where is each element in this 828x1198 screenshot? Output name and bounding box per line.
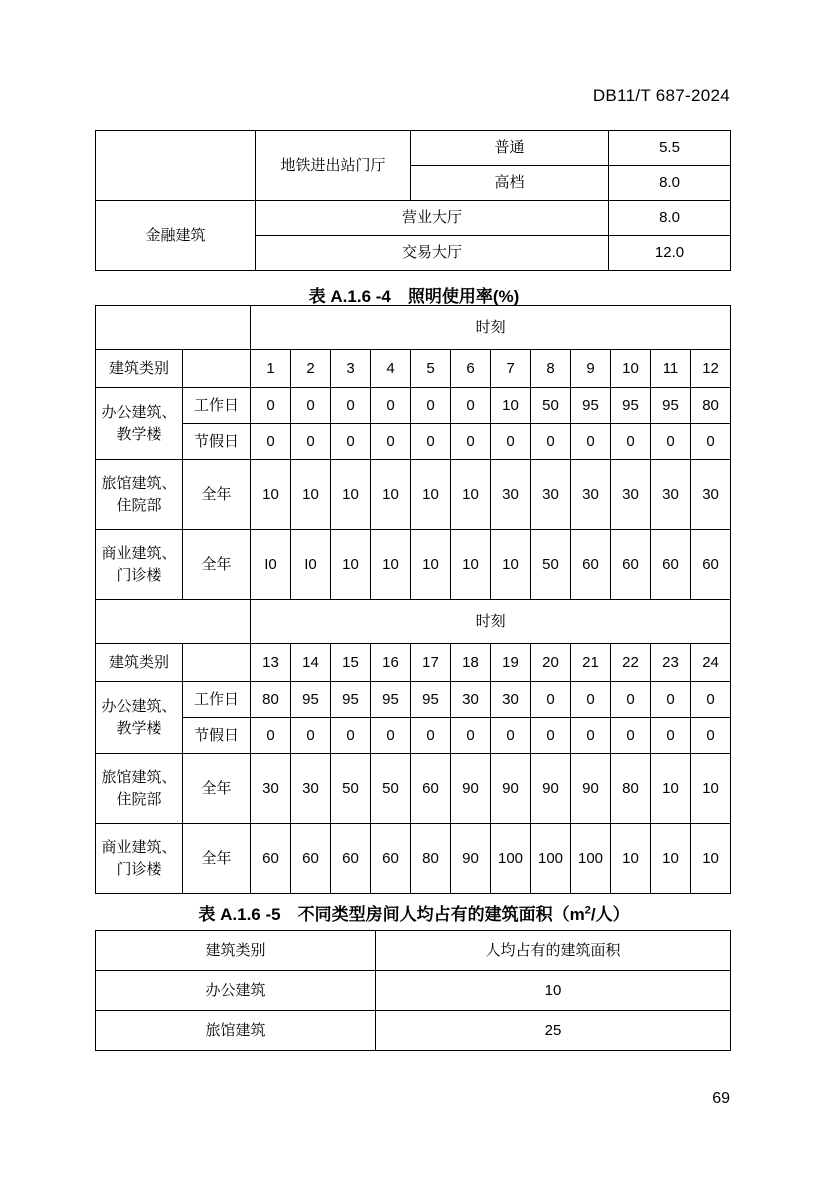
- usage-value-cell: 0: [531, 718, 571, 754]
- table-row: [96, 1011, 731, 1051]
- usage-value-cell: 60: [611, 530, 651, 600]
- usage-value-cell: 95: [371, 682, 411, 718]
- building-category-cell: 商业建筑、门诊楼: [96, 824, 183, 894]
- usage-value-cell: 0: [691, 718, 731, 754]
- hour-cell: 3: [331, 350, 371, 388]
- lighting-table: [95, 305, 731, 894]
- usage-value-cell: 60: [651, 530, 691, 600]
- usage-value-cell: 90: [571, 754, 611, 824]
- area-caption-superscript: 2: [584, 904, 591, 917]
- page-number: 69: [712, 1090, 730, 1107]
- day-type-cell: 节假日: [183, 424, 251, 460]
- usage-value-cell: 90: [531, 754, 571, 824]
- area-caption-suffix: /人）: [590, 905, 630, 924]
- usage-value-cell: 80: [411, 824, 451, 894]
- hour-cell: 11: [651, 350, 691, 388]
- usage-value-cell: 95: [571, 388, 611, 424]
- usage-value-cell: 0: [491, 718, 531, 754]
- usage-value-cell: 10: [491, 530, 531, 600]
- usage-value-cell: 10: [371, 530, 411, 600]
- usage-value-cell: 30: [651, 460, 691, 530]
- building-category-cell: 办公建筑、教学楼: [96, 388, 183, 460]
- hour-cell: 23: [651, 644, 691, 682]
- usage-value-cell: 10: [691, 824, 731, 894]
- category-header-cell: 建筑类别: [96, 644, 183, 682]
- usage-value-cell: 60: [291, 824, 331, 894]
- usage-value-cell: 90: [451, 754, 491, 824]
- premium-value-cell: 8.0: [609, 166, 731, 201]
- trading-hall-cell: 交易大厅: [256, 236, 609, 271]
- subway-hall-cell: 地铁进出站门厅: [256, 131, 411, 201]
- finance-category-cell: 金融建筑: [96, 201, 256, 271]
- usage-value-cell: I0: [291, 530, 331, 600]
- usage-value-cell: 0: [651, 424, 691, 460]
- usage-value-cell: 0: [531, 424, 571, 460]
- usage-value-cell: 10: [651, 824, 691, 894]
- day-type-cell: 全年: [183, 754, 251, 824]
- hour-cell: 9: [571, 350, 611, 388]
- hour-cell: 10: [611, 350, 651, 388]
- table-row: [96, 718, 731, 754]
- table-row: [96, 424, 731, 460]
- usage-value-cell: 100: [491, 824, 531, 894]
- usage-value-cell: 0: [691, 682, 731, 718]
- usage-value-cell: 95: [291, 682, 331, 718]
- hour-cell: 5: [411, 350, 451, 388]
- hour-cell: 12: [691, 350, 731, 388]
- table-row: [96, 460, 731, 530]
- time-header-cell: 时刻: [251, 600, 731, 644]
- hour-cell: 17: [411, 644, 451, 682]
- ordinary-value-cell: 5.5: [609, 131, 731, 166]
- day-type-cell: 工作日: [183, 682, 251, 718]
- usage-value-cell: 0: [331, 718, 371, 754]
- usage-value-cell: 0: [371, 718, 411, 754]
- day-type-cell: 全年: [183, 530, 251, 600]
- area-header-category: 建筑类别: [96, 931, 376, 971]
- usage-value-cell: 10: [411, 460, 451, 530]
- hour-cell: 1: [251, 350, 291, 388]
- hour-cell: 22: [611, 644, 651, 682]
- premium-label-cell: 高档: [411, 166, 609, 201]
- hour-cell: 19: [491, 644, 531, 682]
- usage-value-cell: 0: [291, 424, 331, 460]
- usage-value-cell: 10: [451, 530, 491, 600]
- table-row: [96, 682, 731, 718]
- usage-value-cell: 0: [651, 682, 691, 718]
- day-type-cell: 全年: [183, 824, 251, 894]
- usage-value-cell: 50: [371, 754, 411, 824]
- usage-value-cell: 50: [531, 530, 571, 600]
- usage-value-cell: 0: [451, 388, 491, 424]
- table-row: [96, 971, 731, 1011]
- empty-category-cell: [96, 131, 256, 201]
- usage-value-cell: 30: [291, 754, 331, 824]
- hour-cell: 13: [251, 644, 291, 682]
- usage-value-cell: 60: [331, 824, 371, 894]
- usage-value-cell: 95: [411, 682, 451, 718]
- table-row: [96, 754, 731, 824]
- building-category-cell: 旅馆建筑、住院部: [96, 754, 183, 824]
- table-row: [96, 824, 731, 894]
- hour-cell: 2: [291, 350, 331, 388]
- continuation-table: [95, 130, 731, 271]
- usage-value-cell: 80: [251, 682, 291, 718]
- usage-value-cell: 10: [251, 460, 291, 530]
- corner-cell: [96, 306, 251, 350]
- hour-cell: 4: [371, 350, 411, 388]
- usage-value-cell: 0: [371, 388, 411, 424]
- usage-value-cell: 10: [451, 460, 491, 530]
- usage-value-cell: 10: [651, 754, 691, 824]
- usage-value-cell: 80: [611, 754, 651, 824]
- usage-value-cell: 60: [251, 824, 291, 894]
- usage-value-cell: 0: [611, 718, 651, 754]
- usage-value-cell: 10: [371, 460, 411, 530]
- usage-value-cell: 0: [411, 388, 451, 424]
- area-table: [95, 930, 731, 1051]
- ordinary-label-cell: 普通: [411, 131, 609, 166]
- usage-value-cell: 0: [571, 424, 611, 460]
- usage-value-cell: 100: [531, 824, 571, 894]
- trading-hall-value-cell: 12.0: [609, 236, 731, 271]
- building-category-cell: 旅馆建筑、住院部: [96, 460, 183, 530]
- usage-value-cell: 30: [611, 460, 651, 530]
- usage-value-cell: 0: [371, 424, 411, 460]
- document-code-header: DB11/T 687-2024: [592, 86, 730, 105]
- category-header-cell: 建筑类别: [96, 350, 183, 388]
- business-hall-cell: 营业大厅: [256, 201, 609, 236]
- lighting-table-body: [96, 306, 731, 894]
- hour-cell: 20: [531, 644, 571, 682]
- usage-value-cell: 0: [651, 718, 691, 754]
- day-type-cell: 节假日: [183, 718, 251, 754]
- time-header-cell: 时刻: [251, 306, 731, 350]
- empty-header-cell: [183, 350, 251, 388]
- usage-value-cell: 60: [411, 754, 451, 824]
- usage-value-cell: 10: [611, 824, 651, 894]
- usage-value-cell: 10: [491, 388, 531, 424]
- usage-value-cell: 0: [291, 388, 331, 424]
- usage-value-cell: 95: [651, 388, 691, 424]
- area-row-value: 25: [376, 1011, 731, 1051]
- hour-cell: 6: [451, 350, 491, 388]
- usage-value-cell: 30: [491, 682, 531, 718]
- area-table-caption: [0, 900, 828, 925]
- area-caption-main: 表 A.1.6 -5 不同类型房间人均占有的建筑面积（m: [198, 905, 585, 924]
- usage-value-cell: 30: [251, 754, 291, 824]
- usage-value-cell: 30: [691, 460, 731, 530]
- usage-value-cell: 0: [571, 682, 611, 718]
- usage-value-cell: 80: [691, 388, 731, 424]
- usage-value-cell: 60: [571, 530, 611, 600]
- hour-cell: 15: [331, 644, 371, 682]
- usage-value-cell: 30: [531, 460, 571, 530]
- hour-cell: 8: [531, 350, 571, 388]
- empty-header-cell: [183, 644, 251, 682]
- usage-value-cell: 60: [691, 530, 731, 600]
- usage-value-cell: 90: [451, 824, 491, 894]
- usage-value-cell: 60: [371, 824, 411, 894]
- usage-value-cell: 0: [531, 682, 571, 718]
- usage-value-cell: 0: [411, 424, 451, 460]
- usage-value-cell: 95: [331, 682, 371, 718]
- usage-value-cell: 30: [571, 460, 611, 530]
- building-category-cell: 办公建筑、教学楼: [96, 682, 183, 754]
- usage-value-cell: 50: [531, 388, 571, 424]
- usage-value-cell: 30: [451, 682, 491, 718]
- usage-value-cell: 50: [331, 754, 371, 824]
- usage-value-cell: 95: [611, 388, 651, 424]
- usage-value-cell: 0: [411, 718, 451, 754]
- table-row: [96, 530, 731, 600]
- usage-value-cell: 10: [331, 460, 371, 530]
- usage-value-cell: 0: [451, 424, 491, 460]
- building-category-cell: 商业建筑、门诊楼: [96, 530, 183, 600]
- usage-value-cell: 0: [331, 388, 371, 424]
- hour-cell: 14: [291, 644, 331, 682]
- area-row-value: 10: [376, 971, 731, 1011]
- area-header-value: 人均占有的建筑面积: [376, 931, 731, 971]
- usage-value-cell: 0: [491, 424, 531, 460]
- hour-cell: 18: [451, 644, 491, 682]
- hour-cell: 24: [691, 644, 731, 682]
- usage-value-cell: 10: [691, 754, 731, 824]
- usage-value-cell: 0: [251, 718, 291, 754]
- usage-value-cell: 90: [491, 754, 531, 824]
- usage-value-cell: 0: [611, 682, 651, 718]
- usage-value-cell: 0: [291, 718, 331, 754]
- business-hall-value-cell: 8.0: [609, 201, 731, 236]
- usage-value-cell: 30: [491, 460, 531, 530]
- area-row-category: 办公建筑: [96, 971, 376, 1011]
- usage-value-cell: 10: [411, 530, 451, 600]
- usage-value-cell: 0: [611, 424, 651, 460]
- hour-cell: 7: [491, 350, 531, 388]
- day-type-cell: 全年: [183, 460, 251, 530]
- table-row: [96, 388, 731, 424]
- usage-value-cell: 100: [571, 824, 611, 894]
- usage-value-cell: 10: [291, 460, 331, 530]
- usage-value-cell: 10: [331, 530, 371, 600]
- day-type-cell: 工作日: [183, 388, 251, 424]
- lighting-table-caption: 表 A.1.6 -4 照明使用率(%): [308, 287, 520, 306]
- usage-value-cell: 0: [251, 424, 291, 460]
- hour-cell: 21: [571, 644, 611, 682]
- corner-cell: [96, 600, 251, 644]
- usage-value-cell: 0: [251, 388, 291, 424]
- usage-value-cell: 0: [451, 718, 491, 754]
- hour-cell: 16: [371, 644, 411, 682]
- usage-value-cell: 0: [331, 424, 371, 460]
- area-row-category: 旅馆建筑: [96, 1011, 376, 1051]
- usage-value-cell: I0: [251, 530, 291, 600]
- usage-value-cell: 0: [571, 718, 611, 754]
- usage-value-cell: 0: [691, 424, 731, 460]
